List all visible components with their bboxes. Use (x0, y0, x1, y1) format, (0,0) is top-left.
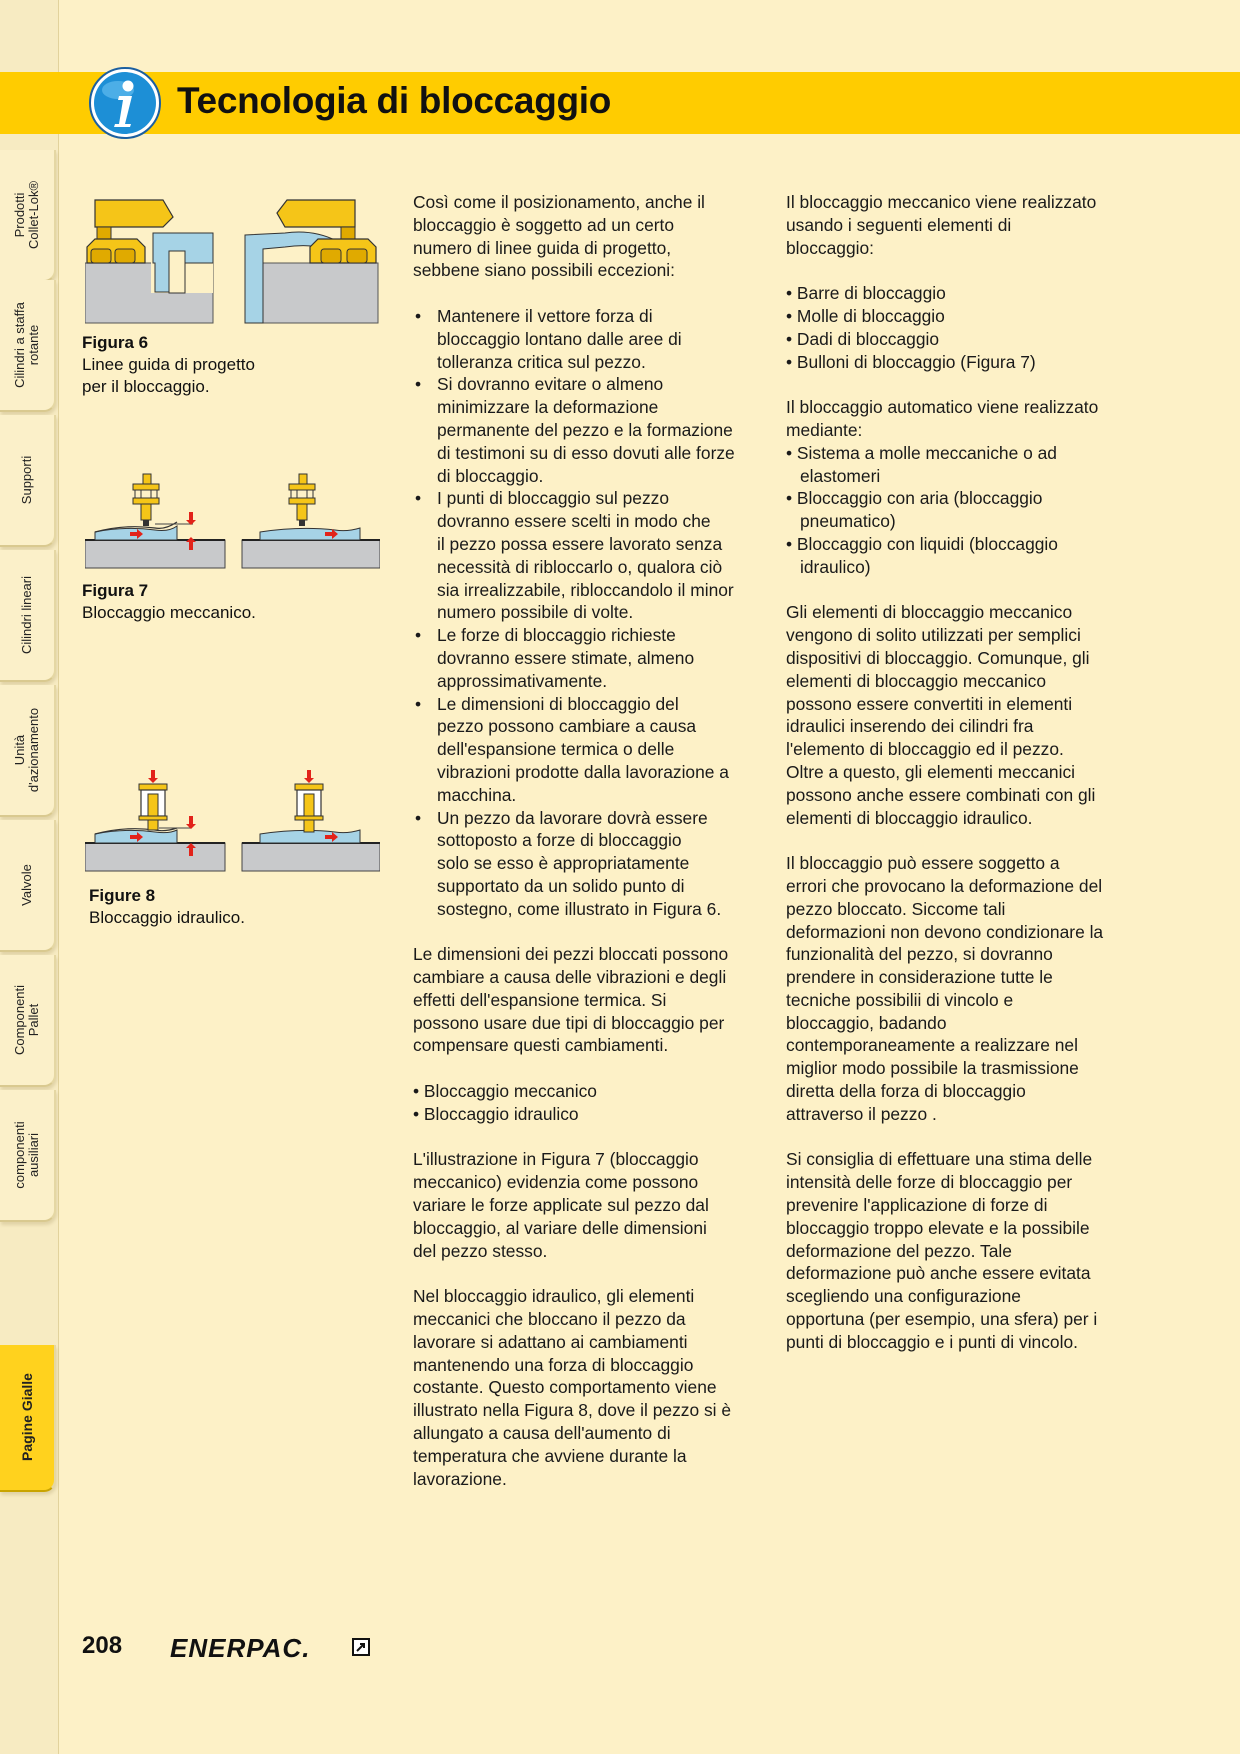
paragraph: Il bloccaggio meccanico viene realizzato usando i seguenti elementi di bloccaggio: (786, 192, 1097, 258)
figure-title: Figura 7 (82, 581, 149, 600)
list-item: • Molle di bloccaggio (786, 305, 1146, 328)
sidebar-tab-unita-azionamento[interactable] (0, 685, 56, 817)
list-item: • I punti di bloccaggio sul pezzo dovranno essere scelti in modo che il pezzo possa essere lavorato senza necessità di ribloccarlo o, qualora ciò sia irrealizzabile, ribloccandolo il minor numero possibile di volte. (413, 487, 775, 624)
sidebar-tab-componenti-ausiliari[interactable] (0, 1090, 56, 1222)
tab-label: Prodotti (12, 192, 27, 238)
paragraph: Il bloccaggio automatico viene realizzato mediante: (786, 397, 1099, 440)
tab-label: rotante (26, 324, 41, 366)
figure-caption-text: per il bloccaggio. (82, 377, 210, 396)
paragraph: Il bloccaggio può essere soggetto a errori che provocano la deformazione del pezzo bloccato. Siccome tali deformazioni non devono condizionare la funzionalità del pezzo, si dovranno prendere in considerazione tutte le tecniche possibilii di vincolo e bloccaggio, badando contemporaneamente a realizzare nel miglior modo possibile la trasmissione diretta della forza di bloccaggio attraverso il pezzo . (786, 853, 1104, 1124)
mechanical-elements-list (786, 282, 1146, 373)
list-item: • Bloccaggio idraulico (413, 1103, 775, 1126)
sidebar-tab-supporti[interactable]: Supporti (0, 415, 56, 547)
tab-label: ausiliari (26, 1132, 41, 1178)
figure-caption-text: Linee guida di progetto (82, 355, 255, 374)
tab-label: Pallet (26, 1003, 41, 1037)
text-column-right (786, 191, 1146, 1354)
list-item: • Mantenere il vettore forza di bloccaggio lontano dalle aree di tolleranza critica sul pezzo. (413, 305, 775, 373)
figure-caption-text: Bloccaggio meccanico. (82, 603, 256, 622)
enerpac-logo: ENERPAC. (170, 1633, 311, 1663)
list-item: • Bulloni di bloccaggio (Figura 7) (786, 351, 1146, 374)
logo-mark-icon (352, 1638, 370, 1656)
tab-label: Componenti (12, 984, 27, 1056)
sidebar-tab-componenti-pallet[interactable] (0, 955, 56, 1087)
list-item: • Bloccaggio meccanico (413, 1080, 775, 1103)
tab-label: componenti (12, 1121, 27, 1189)
list-item: • Un pezzo da lavorare dovrà essere sottoposto a forze di bloccaggio solo se esso è appropriatamente supportato da un solido punto di sostegno, come illustrato in Figura 6. (413, 807, 775, 921)
info-icon (88, 66, 162, 140)
list-item: • Le forze di bloccaggio richieste dovranno essere stimate, almeno approssimativamente. (413, 624, 775, 692)
page-number: 208 (82, 1632, 123, 1659)
sidebar-tab-cilindri-staffa[interactable] (0, 280, 56, 412)
intro-paragraph: Così come il posizionamento, anche il bloccaggio è soggetto ad un certo numero di linee guida di progetto, sebbene siano possibili eccezioni: (413, 192, 705, 281)
sidebar-tab-collet-lok[interactable] (0, 150, 56, 282)
list-item: • Si dovranno evitare o almeno minimizzare la deformazione permanente del pezzo e la formazione di testimoni su di esso dovuti alle forze di bloccaggio. (413, 373, 775, 487)
sidebar-tab-valvole[interactable]: Valvole (0, 820, 56, 952)
figure-6-illustration (85, 195, 380, 325)
tab-label: Cilindri a staffa (12, 302, 27, 388)
figure-7-caption (82, 580, 256, 624)
text-column-middle (413, 191, 775, 1490)
list-item: • Sistema a molle meccaniche o ad elastomeri (786, 442, 1146, 488)
paragraph: Gli elementi di bloccaggio meccanico vengono di solito utilizzati per semplici dispositivi di bloccaggio. Comunque, gli elementi di bloccaggio meccanico possono essere convertiti in elementi idraulici inserendo dei cilindri fra l'elemento di bloccaggio ed il pezzo. Oltre a questo, gli elementi meccanici possono anche essere combinati con gli elementi di bloccaggio idraulico. (786, 602, 1096, 828)
clamping-types-list (413, 1080, 775, 1126)
automatic-clamping-list (786, 442, 1146, 579)
list-item: • Barre di bloccaggio (786, 282, 1146, 305)
paragraph: Si consiglia di effettuare una stima delle intensità delle forze di bloccaggio per prevenire l'applicazione di forze di bloccaggio troppo elevate e la possibile deformazione del pezzo. Tale deformazione può anche essere evitata scegliendo una configurazione opportuna (per esempio, una sfera) per i punti di bloccaggio e i punti di vincolo. (786, 1149, 1098, 1352)
figure-caption-text: Bloccaggio idraulico. (89, 908, 245, 927)
page-title: Tecnologia di bloccaggio (177, 80, 612, 121)
paragraph: Nel bloccaggio idraulico, gli elementi meccanici che bloccano il pezzo da lavorare si adattano ai cambiamenti mantenendo una forza di bloccaggio costante. Questo comportamento viene illustrato nella Figura 8, dove il pezzo si è allungato a causa dell'aumento di temperatura che avviene durante la lavorazione. (413, 1286, 732, 1489)
sidebar-tab-cilindri-lineari[interactable]: Cilindri lineari (0, 550, 56, 682)
figure-8-caption (89, 885, 245, 929)
figure-title: Figure 8 (89, 886, 156, 905)
figure-7-illustration (85, 470, 380, 570)
tab-label: d'azionamento (26, 707, 41, 793)
figure-6-caption (82, 332, 255, 398)
list-item: • Bloccaggio con aria (bloccaggio pneumatico) (786, 487, 1146, 533)
figure-8-illustration (85, 768, 380, 873)
paragraph: L'illustrazione in Figura 7 (bloccaggio meccanico) evidenzia come possono variare le forze applicate sul pezzo dal bloccaggio, al variare delle dimensioni del pezzo stesso. (413, 1149, 709, 1261)
tab-label: Collet-Lok® (26, 180, 41, 250)
paragraph: Le dimensioni dei pezzi bloccati possono cambiare a causa delle vibrazioni e degli effetti dell'espansione termica. Si possono usare due tipi di bloccaggio per compensare questi cambiamenti. (413, 944, 729, 1056)
design-guidelines-list (413, 305, 775, 921)
list-item: • Dadi di bloccaggio (786, 328, 1146, 351)
figure-title: Figura 6 (82, 333, 149, 352)
list-item: • Bloccaggio con liquidi (bloccaggio idraulico) (786, 533, 1146, 579)
list-item: • Le dimensioni di bloccaggio del pezzo possono cambiare a causa dell'espansione termica o delle vibrazioni prodotte dalla lavorazione a macchina. (413, 693, 775, 807)
sidebar-tab-pagine-gialle[interactable]: Pagine Gialle (0, 1345, 56, 1492)
sidebar (0, 0, 59, 1754)
tab-label: Unità (12, 734, 27, 766)
